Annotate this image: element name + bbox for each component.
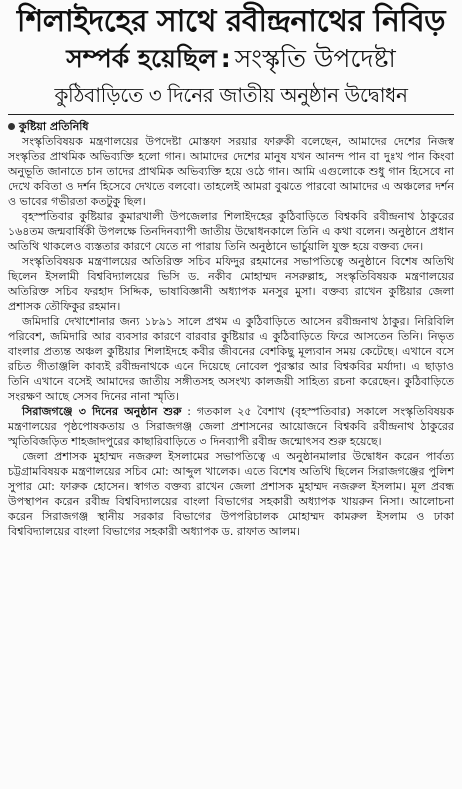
subheadline: কুঠিবাড়িতে ৩ দিনের জাতীয় অনুষ্ঠান উদ্বোধন	[54, 83, 408, 107]
headline-separator: :	[220, 44, 231, 73]
section-2-lead-text: : গতকাল ২৫ বৈশাখ (বৃহস্পতিবার) সকালে সংস্কৃতিবিষয়ক মন্ত্রণালয়ের পৃষ্ঠপোষকতায় ও সিরাজগঞ্জ জেলা প্রশাসনের আয়োজনে বিশ্বকবি রবীন্দ্রনাথ ঠাকুরের স্মৃতিবিজড়িত শাহজাদপুরের কাছারিবাড়িতে ৩ দিনব্যাপী রবীন্দ্র জন্মোৎসব শুরু হয়েছে।	[8, 405, 454, 448]
paragraph: সংস্কৃতিবিষয়ক মন্ত্রণালয়ের উপদেষ্টা মোস্তফা সরয়ার ফারুকী বলেছেন, আমাদের দেশের নিজস্ব সংস্কৃতির প্রাথমিক অভিব্যক্তি হলো গান। আমাদের দেশের মানুষ যখন আনন্দ পান বা দুঃখ পান কিংবা অনুভূতি জানাতে চান তাদের প্রাথমিক অভিব্যক্তি হয়ে ওঠে গান। আমি এগুলোকে শুধু গান হিসেবে না দেখে কবিতা ও দর্শন হিসেবে দেখতে বলবো। তাহলেই আমরা বুঝতে পারবো আমাদের এ অঞ্চলের দর্শন ও ভাবের গভীরতা কতটুকু ছিল।	[8, 135, 454, 208]
bullet-icon	[8, 123, 15, 130]
headline-attribution: সংস্কৃতি উপদেষ্টা	[234, 44, 396, 73]
article-body	[8, 134, 454, 539]
paragraph: জমিদারি দেখাশোনার জন্য ১৮৯১ সালে প্রথম এ কুঠিবাড়িতে আসেন রবীন্দ্রনাথ ঠাকুর। নিরিবিলি পরিবেশ, জমিদারি আর ব্যবসার কারণে বারবার কুষ্টিয়ার এ কুঠিবাড়িতে ফিরে আসতেন তিনি। নিভৃত বাংলার প্রত্যন্ত অঞ্চল কুষ্টিয়ার শিলাইদহে কবীর জীবনের বেশকিছু মূল্যবান সময় কেটেছে। এখানে বসে রচিত গীতাঞ্জলি কাব্যই রবীন্দ্রনাথকে এনে দিয়েছে নোবেল পুরস্কার আর বিশ্বকবির মর্যাদা। এ ছাড়াও তিনি এখানে বসেই আমাদের জাতীয় সঙ্গীতসহ অসংখ্য কালজয়ী সাহিত্য রচনা করেছেন। কুঠিবাড়িতে সংরক্ষণ আছে সেসব দিনের নানা স্মৃতি।	[8, 315, 454, 403]
paragraph: সংস্কৃতিবিষয়ক মন্ত্রণালয়ের অতিরিক্ত সচিব মফিদুর রহমানের সভাপতিত্বে অনুষ্ঠানে বিশেষ অতিথি ছিলেন ইসলামী বিশ্ববিদ্যালয়ের ভিসি ড. নকীব মোহাম্মদ নসরুল্লাহ, সংস্কৃতিবিষয়ক মন্ত্রণালয়ের অতিরিক্ত সচিব ফরহাদ সিদ্দিক, ভাষাবিজ্ঞানী অধ্যাপক মনসুর মুসা। বক্তব্য রাখেন কুষ্টিয়ার জেলা প্রশাসক তৌফিকুর রহমান।	[8, 255, 454, 313]
byline-text: কুষ্টিয়া প্রতিনিধি	[19, 120, 89, 133]
headline-line-2	[8, 42, 454, 76]
headline-line-1: শিলাইদহের সাথে রবীন্দ্রনাথের নিবিড়	[16, 4, 446, 39]
section-2-lead-paragraph	[8, 404, 454, 449]
section-2-lead-in: সিরাজগঞ্জে ৩ দিনের অনুষ্ঠান শুরু	[22, 405, 182, 418]
divider	[8, 114, 454, 115]
paragraph: জেলা প্রশাসক মুহাম্মদ নজরুল ইসলামের সভাপতিত্বে এ অনুষ্ঠানমালার উদ্বোধন করেন পার্বত্য চট্টগ্রামবিষয়ক মন্ত্রণালয়ের সচিব মো: আব্দুল খালেক। এতে বিশেষ অতিথি ছিলেন সিরাজগঞ্জের পুলিশ সুপার মো: ফারুক হোসেন। স্বাগত বক্তব্য রাখেন জেলা প্রশাসক মুহাম্মদ নজরুল ইসলাম। মূল প্রবন্ধ উপস্থাপন করেন রবীন্দ্র বিশ্ববিদ্যালয়ের বাংলা বিভাগের সহকারী অধ্যাপক খায়রুন নিসা। আলোচনা করেন সিরাজগঞ্জ স্থানীয় সরকার বিভাগের উপপরিচালক মোহাম্মদ কামরুল ইসলাম ও ঢাকা বিশ্ববিদ্যালয়ের বাংলা বিভাগের সহকারী অধ্যাপক ড. রাফাত আলম।	[8, 450, 454, 538]
byline	[8, 119, 454, 134]
headline-lead: সম্পর্ক হয়েছিল	[66, 44, 217, 73]
paragraph: বৃহস্পতিবার কুষ্টিয়ার কুমারখালী উপজেলার শিলাইদহের কুঠিবাড়িতে বিশ্বকবি রবীন্দ্রনাথ ঠাকুরের ১৬৪তম জন্মবার্ষিকী উপলক্ষে তিনদিনব্যাপী জাতীয় উদ্বোধনকালে তিনি এ কথা বলেন। অনুষ্ঠানে প্রধান অতিথি থাকলেও ব্যস্ততার কারণে যেতে না পারায় তিনি অনুষ্ঠানে ভার্চুয়ালি যুক্ত হয়ে বক্তব্য দেন।	[8, 210, 454, 253]
